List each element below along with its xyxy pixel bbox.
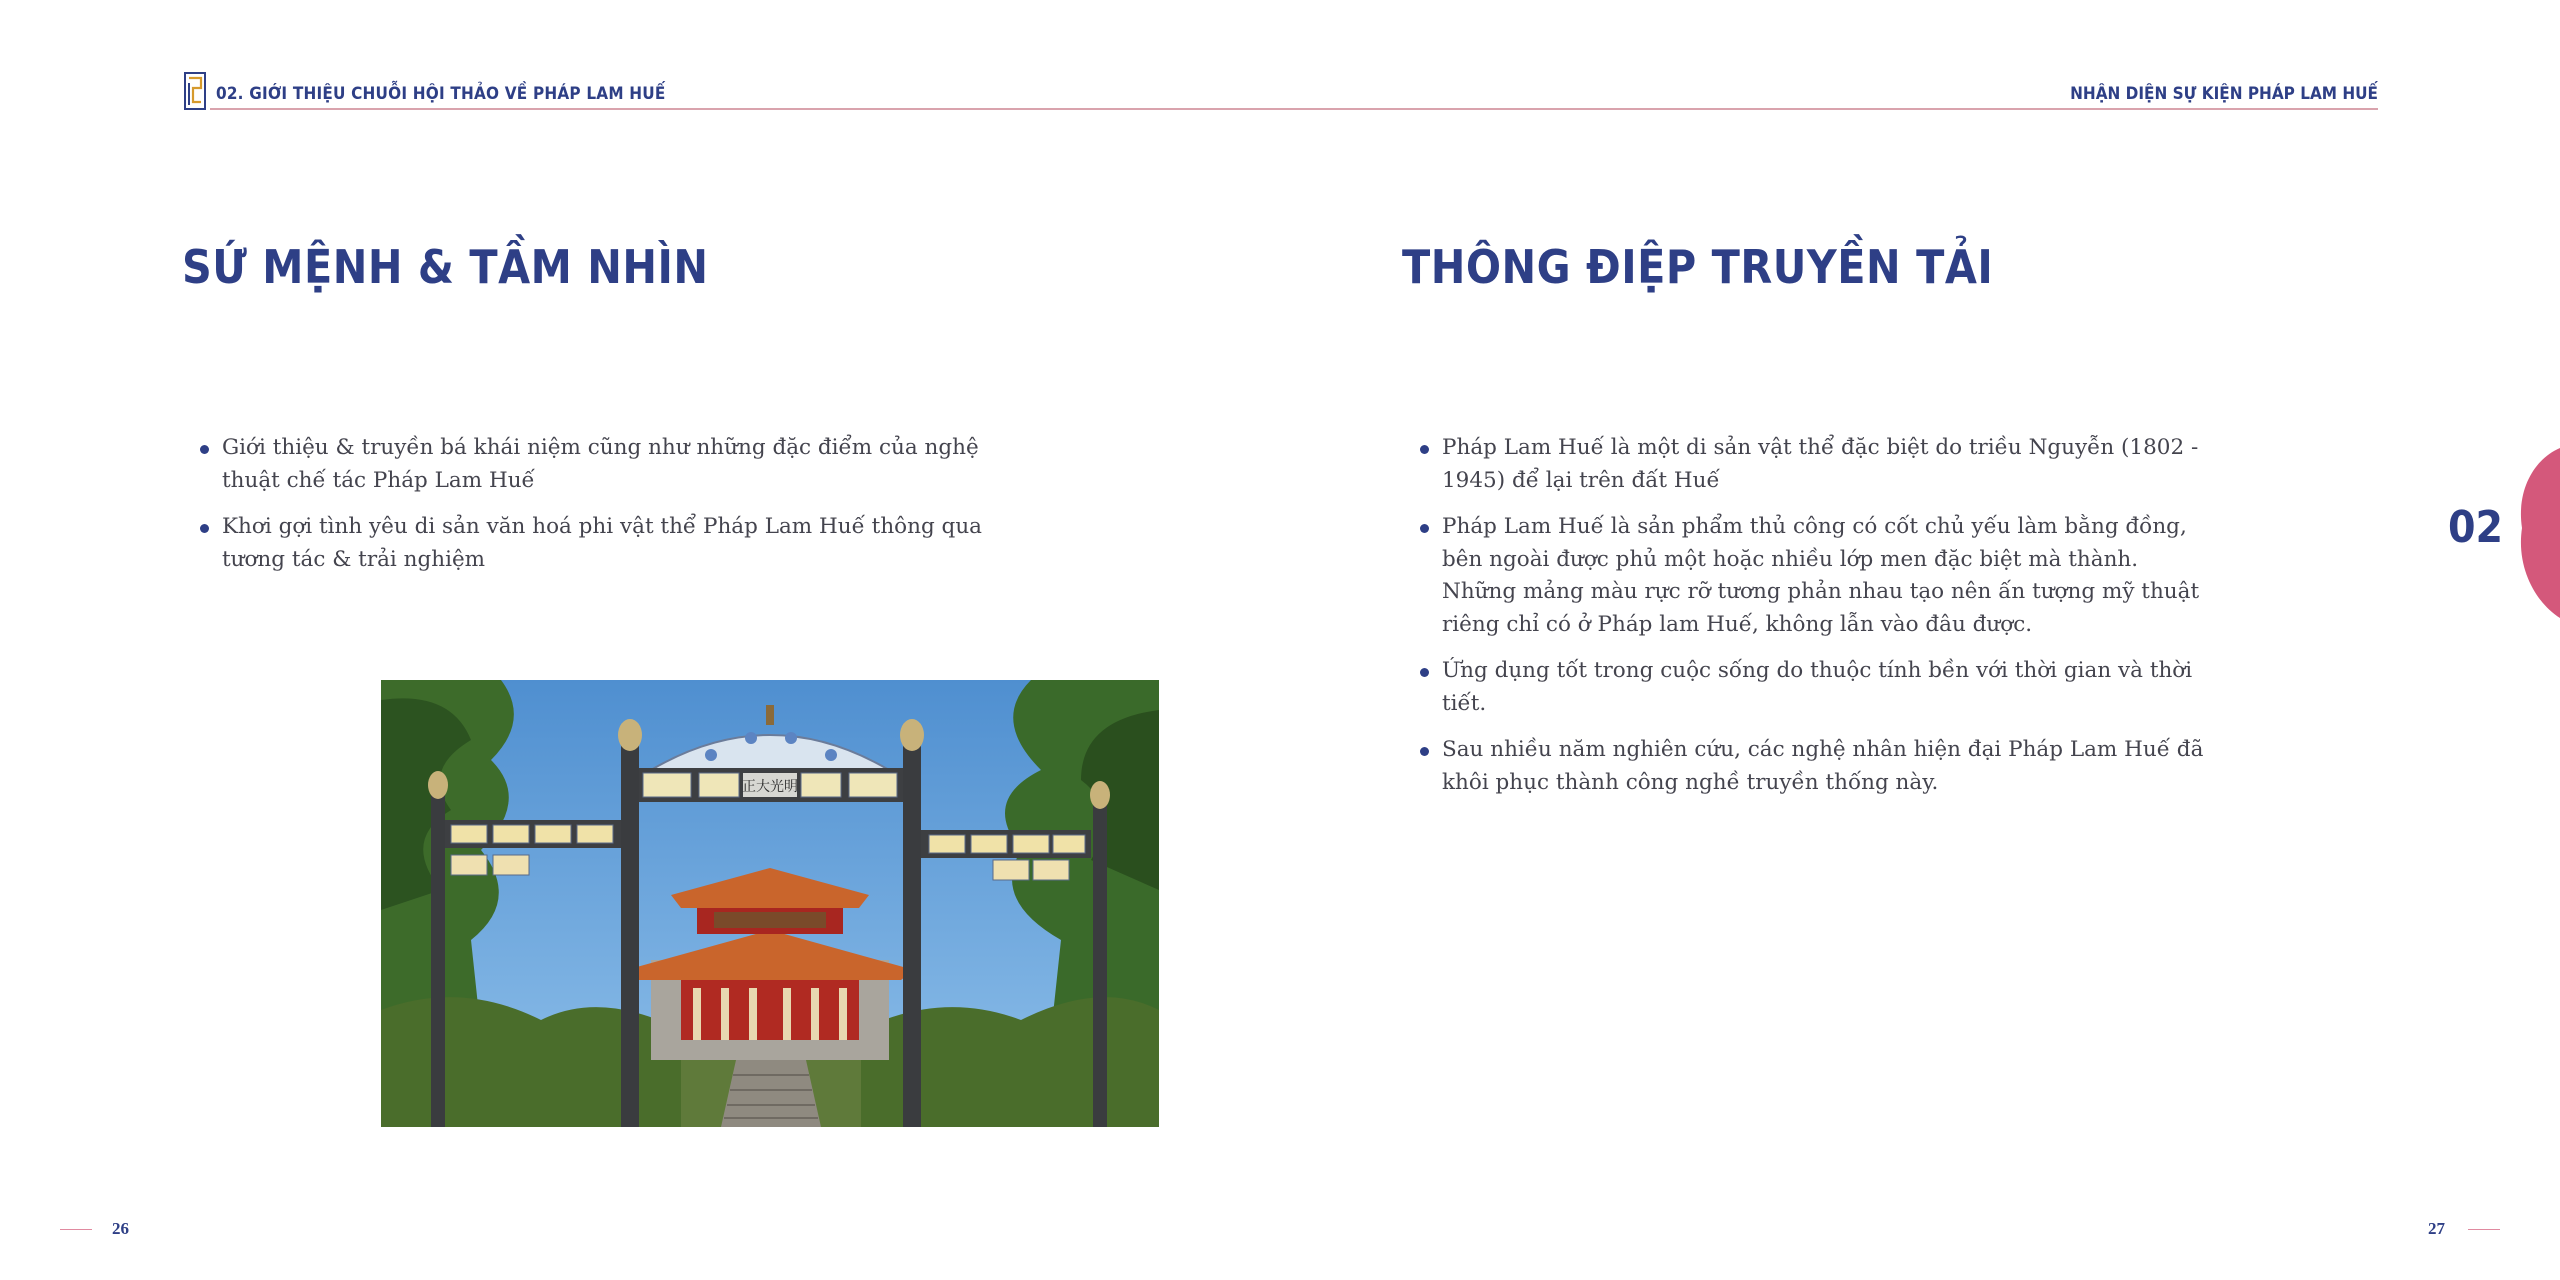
bullet-dot-icon bbox=[1420, 524, 1429, 533]
message-bullet-list bbox=[1418, 432, 2208, 813]
footer-left-line bbox=[60, 1229, 92, 1230]
bullet-dot-icon bbox=[1420, 668, 1429, 677]
list-item: Ứng dụng tốt trong cuộc sống do thuộc tính bền với thời gian và thời tiết. bbox=[1418, 655, 2208, 720]
message-heading: THÔNG ĐIỆP TRUYỀN TẢI bbox=[1402, 240, 1994, 294]
header-section-title: 02. GIỚI THIỆU CHUỖI HỘI THẢO VỀ PHÁP LAM HUẾ bbox=[216, 84, 666, 104]
phap-lam-logo-icon bbox=[184, 72, 206, 110]
header-document-title: NHẬN DIỆN SỰ KIỆN PHÁP LAM HUẾ bbox=[2070, 84, 2378, 104]
list-item: Giới thiệu & truyền bá khái niệm cũng như những đặc điểm của nghệ thuật chế tác Pháp Lam Huế bbox=[198, 432, 998, 497]
header-divider bbox=[210, 108, 2378, 110]
list-item: Khơi gợi tình yêu di sản văn hoá phi vật thể Pháp Lam Huế thông qua tương tác & trải nghiệm bbox=[198, 511, 998, 576]
page-number-left: 26 bbox=[112, 1219, 129, 1238]
bullet-dot-icon bbox=[200, 445, 209, 454]
bullet-dot-icon bbox=[1420, 445, 1429, 454]
list-item: Pháp Lam Huế là sản phẩm thủ công có cốt chủ yếu làm bằng đồng, bên ngoài được phủ một hoặc nhiều lớp men đặc biệt mà thành. Những mảng màu rực rỡ tương phản nhau tạo nên ấn tượng mỹ thuật riêng chỉ có ở Pháp lam Huế, không lẫn vào đâu được. bbox=[1418, 511, 2208, 641]
mission-bullet-list bbox=[198, 432, 998, 590]
mission-vision-heading: SỨ MỆNH & TẦM NHÌN bbox=[182, 240, 709, 294]
section-number: 02 bbox=[2448, 502, 2504, 553]
list-item: Sau nhiều năm nghiên cứu, các nghệ nhân hiện đại Pháp Lam Huế đã khôi phục thành công nghề truyền thống này. bbox=[1418, 734, 2208, 799]
bullet-dot-icon bbox=[200, 524, 209, 533]
page-number-right: 27 bbox=[2428, 1219, 2445, 1238]
list-item: Pháp Lam Huế là một di sản vật thể đặc biệt do triều Nguyễn (1802 - 1945) để lại trên đất Huế bbox=[1418, 432, 2208, 497]
footer-right-line bbox=[2468, 1229, 2500, 1230]
section-tab-shape bbox=[2516, 448, 2560, 618]
imperial-gate-photo bbox=[381, 680, 1159, 1127]
bullet-dot-icon bbox=[1420, 747, 1429, 756]
gate-sign-text: 正大光明 bbox=[742, 779, 798, 795]
